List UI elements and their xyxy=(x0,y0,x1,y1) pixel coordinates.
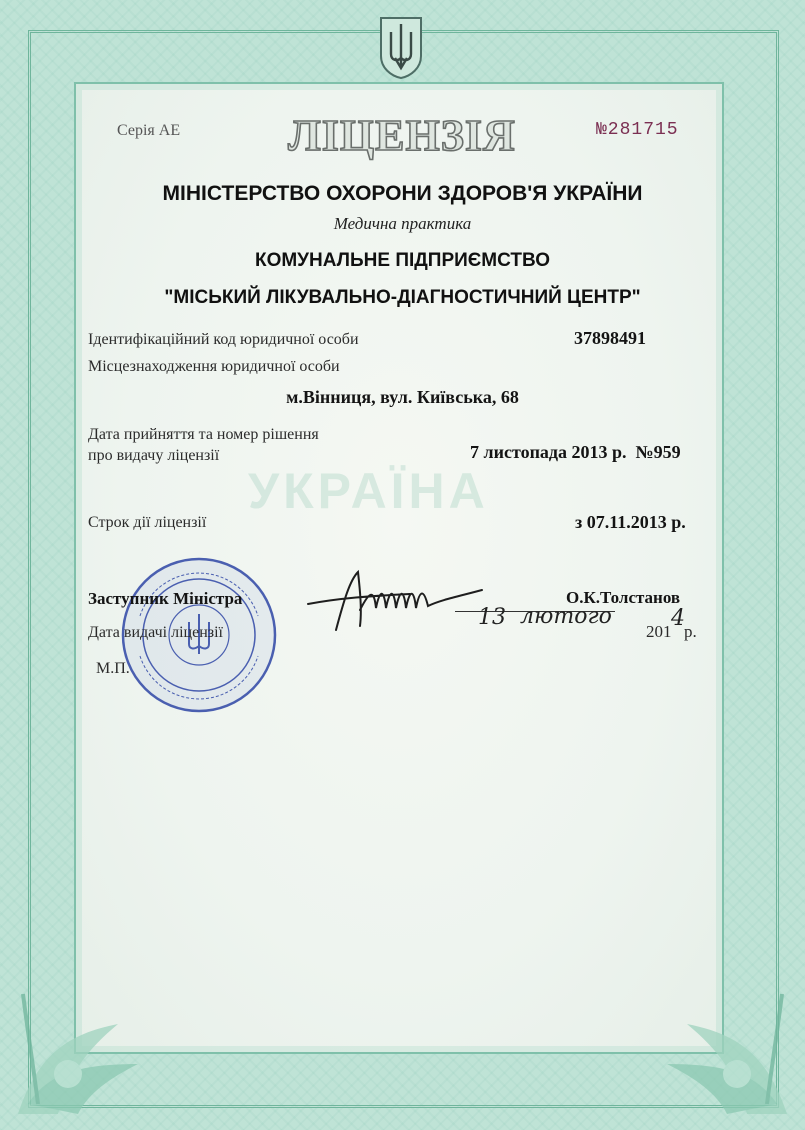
id-code-value: 37898491 xyxy=(574,328,646,348)
decision-label-line2: про видачу ліцензії xyxy=(88,447,220,464)
issue-date-month: лютого xyxy=(520,604,612,629)
issue-date-suffix: р. xyxy=(684,622,697,641)
issue-date-year-suffix: 4 xyxy=(671,606,685,631)
issuing-ministry: МІНІСТЕРСТВО ОХОРОНИ ЗДОРОВ'Я УКРАЇНИ xyxy=(162,182,643,205)
issue-date-label: Дата видачі ліцензії xyxy=(88,624,223,641)
location-label: Місцезнаходження юридичної особи xyxy=(88,358,340,375)
licensee-name: "МІСЬКИЙ ЛІКУВАЛЬНО-ДІАГНОСТИЧНИЙ ЦЕНТР" xyxy=(164,287,641,308)
licensee-type: КОМУНАЛЬНЕ ПІДПРИЄМСТВО xyxy=(254,250,551,271)
signer-name: О.К.Толстанов xyxy=(566,588,681,607)
ukraine-watermark: УКРАЇНА xyxy=(248,463,489,519)
id-code-label: Ідентифікаційний код юридичної особи xyxy=(88,331,359,348)
handwritten-signature xyxy=(300,560,500,640)
ornament-corner-left xyxy=(8,954,178,1124)
stamp-place-label: М.П. xyxy=(96,660,130,677)
document-title: ЛІЦЕНЗІЯ xyxy=(288,111,516,160)
decision-value: 7 листопада 2013 р. №959 xyxy=(470,442,681,462)
signer-position: Заступник Міністра xyxy=(88,589,243,608)
trident-emblem-icon xyxy=(377,14,425,80)
decision-label-line1: Дата прийняття та номер рішення xyxy=(88,426,319,443)
ornament-corner-right xyxy=(627,954,797,1124)
validity-value: з 07.11.2013 р. xyxy=(575,512,686,532)
issue-date-year-prefix: 201 xyxy=(646,622,672,641)
license-number: №281715 xyxy=(596,120,679,140)
issue-date-day: 13 xyxy=(478,605,506,630)
location-value: м.Вінниця, вул. Київська, 68 xyxy=(286,387,519,407)
activity-type: Медична практика xyxy=(333,214,472,233)
validity-label: Строк дії ліцензії xyxy=(88,514,207,531)
series-label: Серія АЕ xyxy=(117,122,181,139)
